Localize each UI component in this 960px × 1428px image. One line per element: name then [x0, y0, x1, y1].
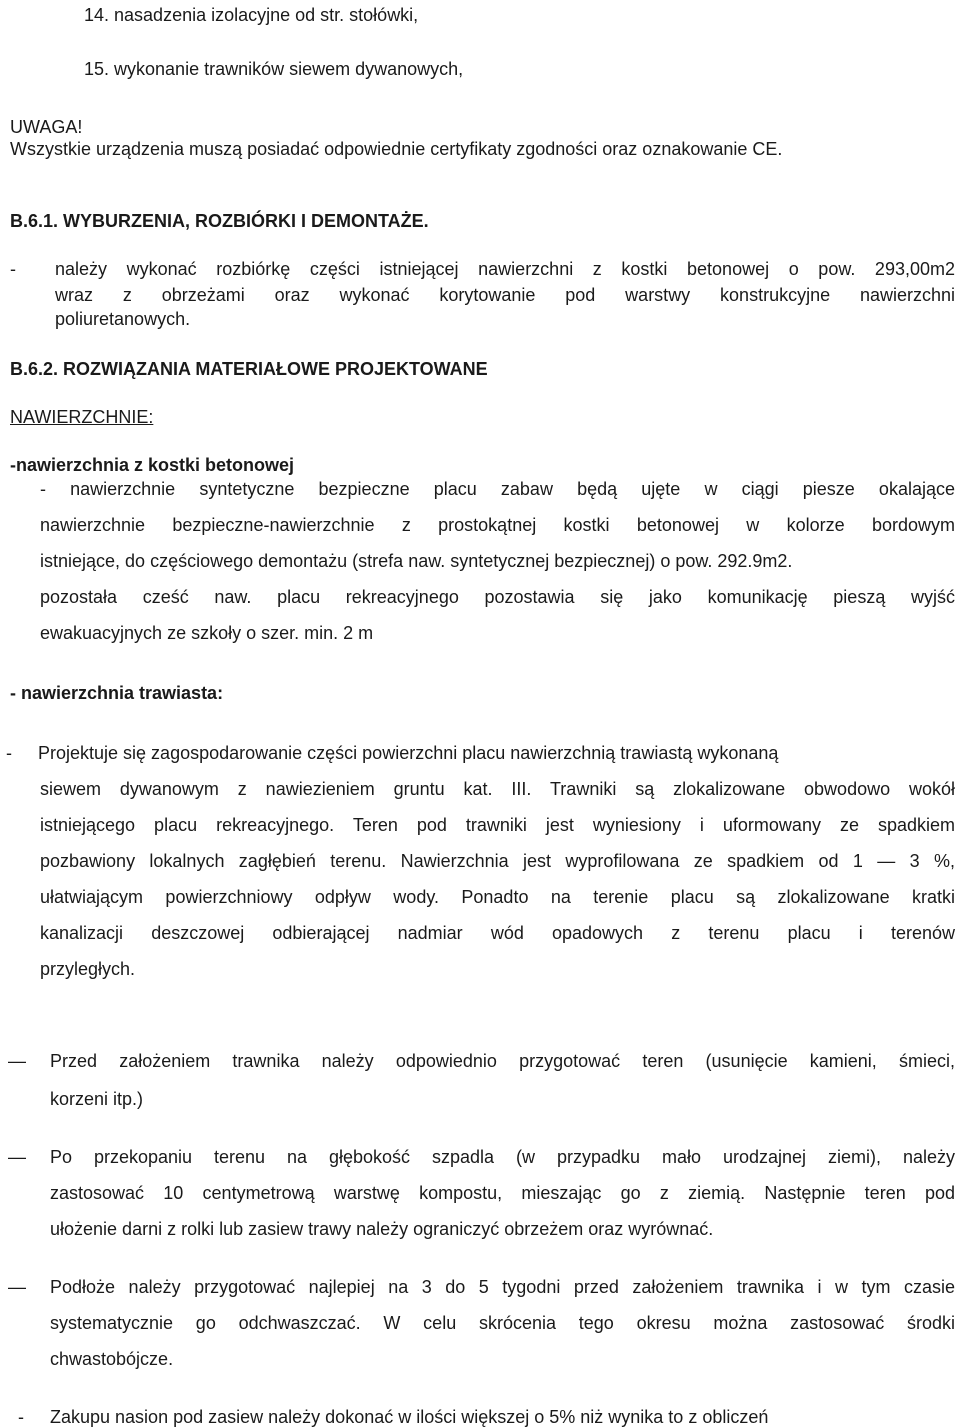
step-3-line-1: Podłoże należy przygotować najlepiej na 3 do 5 tygodni przed założeniem trawnika i w tym czasie: [50, 1277, 955, 1297]
grass-line-7: przyległych.: [40, 959, 136, 979]
step-2-line-3: ułożenie darni z rolki lub zasiew trawy należy ograniczyć obrzeżem oraz wyrównać.: [50, 1219, 714, 1239]
step-2-line-1: Po przekopaniu terenu na głębokość szpadla (w przypadku mało urodzajnej ziemi), należy: [50, 1147, 955, 1167]
step-4-dash: -: [18, 1407, 24, 1427]
paving-line-5: ewakuacyjnych ze szkoły o szer. min. 2 m: [40, 623, 374, 643]
paving-heading: -nawierzchnia z kostki betonowej: [10, 455, 295, 475]
step-3-line-2: systematycznie go odchwaszczać. W celu skrócenia tego okresu można zastosować środki: [50, 1313, 955, 1333]
grass-line-3: istniejącego placu rekreacyjnego. Teren pod trawniki jest wyniesiony i uformowany ze spadkiem: [40, 815, 955, 835]
step-4-line-1: Zakupu nasion pod zasiew należy dokonać w ilości większej o 5% niż wynika to z obliczeń: [50, 1407, 769, 1427]
grass-line-6: kanalizacji deszczowej odbierającej nadmiar wód opadowych z terenu placu i terenów: [40, 923, 955, 943]
section-b61-dash: -: [10, 259, 16, 279]
section-b61-line-1: należy wykonać rozbiórkę części istniejącej nawierzchni z kostki betonowej o pow. 293,00m2: [55, 259, 955, 279]
grass-line-2: siewem dywanowym z nawiezieniem gruntu kat. III. Trawniki są zlokalizowane obwodowo wokół: [40, 779, 955, 799]
grass-line-5: ułatwiającym powierzchniowy odpływ wody. Ponadto na terenie placu są zlokalizowane kratki: [40, 887, 955, 907]
section-b62-subheading: NAWIERZCHNIE:: [10, 407, 154, 427]
paving-line-4: pozostała cześć naw. placu rekreacyjnego pozostawia się jako komunikację pieszą wyjść: [40, 587, 955, 607]
step-1-line-1: Przed założeniem trawnika należy odpowiednio przygotować teren (usunięcie kamieni, śmieci,: [50, 1051, 955, 1071]
paving-line-3: istniejące, do częściowego demontażu (strefa naw. syntetycznej bezpiecznej) o pow. 292.9m2.: [40, 551, 793, 571]
step-2-line-2: zastosować 10 centymetrową warstwę kompostu, mieszając go z ziemią. Następnie teren pod: [50, 1183, 955, 1203]
step-1-dash: —: [8, 1051, 26, 1071]
step-3-line-3: chwastobójcze.: [50, 1349, 174, 1369]
section-b61-line-2: wraz z obrzeżami oraz wykonać korytowanie pod warstwy konstrukcyjne nawierzchni: [55, 285, 955, 305]
paving-line-1: - nawierzchnie syntetyczne bezpieczne placu zabaw będą ujęte w ciągi piesze okalające: [40, 479, 955, 499]
step-2-dash: —: [8, 1147, 26, 1167]
grass-line-4: pozbawiony lokalnych zagłębień terenu. Nawierzchnia jest wyprofilowana ze spadkiem od 1 — 3 %,: [40, 851, 955, 871]
paving-line-2: nawierzchnie bezpieczne-nawierzchnie z prostokątnej kostki betonowej w kolorze bordowym: [40, 515, 955, 535]
section-b62-heading: B.6.2. ROZWIĄZANIA MATERIAŁOWE PROJEKTOWANE: [10, 359, 488, 379]
list-item-15: 15. wykonanie trawników siewem dywanowych,: [84, 59, 464, 79]
section-b61-heading: B.6.1. WYBURZENIA, ROZBIÓRKI I DEMONTAŻE.: [10, 211, 429, 231]
list-item-14: 14. nasadzenia izolacyjne od str. stołówki,: [84, 5, 419, 25]
grass-line-1: Projektuje się zagospodarowanie części powierzchni placu nawierzchnią trawiastą wykonaną: [38, 743, 779, 763]
section-b61-line-3: poliuretanowych.: [55, 309, 191, 329]
grass-heading: - nawierzchnia trawiasta:: [10, 683, 224, 703]
grass-dash: -: [6, 743, 12, 763]
step-3-dash: —: [8, 1277, 26, 1297]
note-label: UWAGA!: [10, 117, 83, 137]
step-1-line-2: korzeni itp.): [50, 1089, 144, 1109]
note-text: Wszystkie urządzenia muszą posiadać odpowiednie certyfikaty zgodności oraz oznakowanie CE.: [10, 139, 783, 159]
